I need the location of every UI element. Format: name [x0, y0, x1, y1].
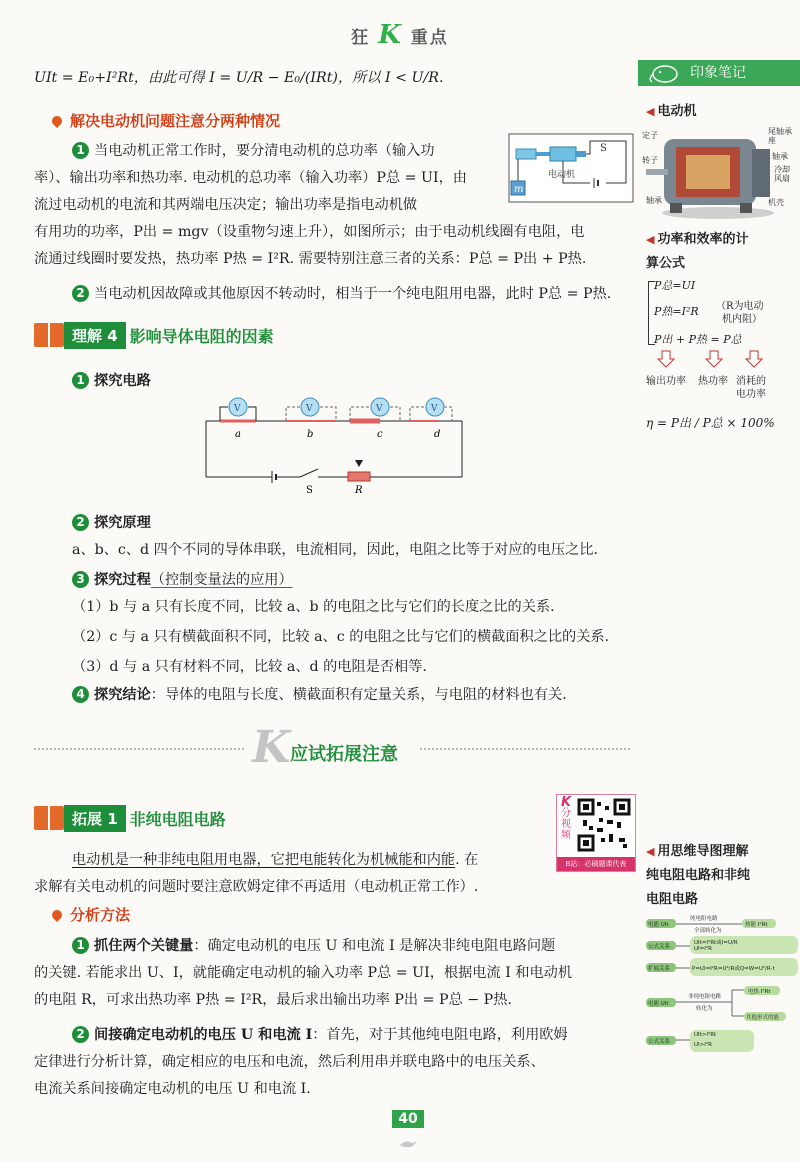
test-banner: K 应试拓展注意: [252, 722, 398, 773]
banner-k-logo: K: [252, 722, 291, 773]
efficiency-formula: η = P出 / P总 × 100%: [646, 416, 775, 430]
number-1-icon: 1: [72, 142, 89, 159]
sidebar-motor-heading: ◀ 电动机: [646, 104, 697, 119]
svg-text:S: S: [600, 143, 607, 154]
svg-text:d: d: [434, 429, 441, 440]
sec2-step3: 3 探究过程（控制变量法的应用）: [72, 567, 293, 594]
section-extend-1: 拓展 1 非纯电阻电路: [34, 805, 226, 831]
motor-cutaway-illustration: 定子 转子 轴承 尾轴承座 轴承 冷却风扇 机壳: [640, 125, 800, 225]
power-formulas: P总=UI P热=I²R （R为电动 机内阻） P出 + P热 = P总: [648, 277, 798, 347]
mind-map: 电能 UIt 纯电阻电路 全部转化为 热能 I²Rt 公式关系 UIt=I²Rt或I=U/R UI=I²R 扩展关系 P=UI=I²R=U²/R或Q=W=U²/R·t 电能 UIt 非纯电阻电路 转化为 电热 I²Rt 其他形式的能 公式关系 UIt>I²Rt UI>I²R: [644, 912, 800, 1062]
method-1: 1 抓住两个关键量：确定电动机的电压 U 和电流 I 是解决非纯电阻电路问题 的关键. 若能求出 U、I，就能确定电动机的输入功率 P总 = UI，根据电流 I 和电动机 的电阻 R，可求出热功率 P热 = I²R，最后求出输出功率 P出 = P总 − P热.: [34, 938, 573, 1008]
svg-text:V: V: [234, 404, 241, 414]
page-number: 40: [392, 1110, 424, 1128]
sec2-step2: 2 探究原理: [72, 510, 151, 537]
method-heading: 分析方法: [52, 904, 130, 925]
motor-lift-figure: [508, 133, 634, 203]
section-understand-4: 理解 4 影响导体电阻的因素: [34, 322, 274, 348]
method-2: 2 间接确定电动机的电压 U 和电流 I：首先，对于其他纯电阻电路，利用欧姆 定律进行分析计算，确定相应的电压和电流，然后利用串并联电路中的电压关系、 电流关系间接确定电动机的电压 U 和电流 I.: [34, 1027, 568, 1097]
banner-right-divider: [420, 748, 630, 750]
number-2-icon: 2: [72, 285, 89, 302]
svg-text:m: m: [514, 184, 524, 195]
elephant-icon: [648, 63, 682, 83]
svg-text:S: S: [306, 485, 313, 495]
svg-text:V: V: [376, 404, 383, 414]
sidebar-mindmap-heading: ◀ 用思维导图理解 纯电阻电路和非纯 电阻电路: [646, 844, 751, 907]
book-icon: [34, 806, 64, 830]
sec1-heading: 解决电动机问题注意分两种情况: [52, 110, 280, 131]
formula-line: UIt = E₀+I²Rt，由此可得 I = U/R − E₀/(IRt)，所以 I < U/R.: [34, 70, 444, 86]
power-arrows: [652, 349, 792, 369]
sec2-principle-text: a、b、c、d 四个不同的导体串联，电流相同，因此，电阻之比等于对应的电压之比.: [72, 542, 598, 558]
svg-text:c: c: [377, 429, 383, 440]
svg-text:V: V: [306, 404, 313, 414]
sec2-step4: 4 探究结论：导体的电阻与长度、横截面积有定量关系，与电阻的材料也有关.: [72, 682, 567, 709]
svg-text:V: V: [431, 404, 438, 414]
sec2-step1: 1 探究电路: [72, 368, 151, 395]
sec1-paragraph2: 2 当电动机因故障或其他原因不转动时，相当于一个纯电阻用电器，此时 P总 = P热.: [72, 281, 611, 308]
bird-icon: [398, 1134, 418, 1144]
leaf-bullet-icon: [50, 908, 64, 922]
sec3-intro: 电动机是一种非纯电阻用电器，它把电能转化为机械能和内能. 在 求解有关电动机的问题时要注意欧姆定律不再适用（电动机正常工作）.: [34, 852, 479, 895]
svg-text:b: b: [307, 429, 314, 440]
svg-text:R: R: [355, 485, 363, 495]
header-k-logo: K: [378, 20, 403, 50]
exploration-circuit: [200, 395, 470, 495]
book-icon: [34, 323, 64, 347]
svg-text:a: a: [235, 429, 241, 440]
leaf-bullet-icon: [50, 114, 64, 128]
sidebar-power-heading: ◀ 功率和效率的计 算公式: [646, 232, 749, 271]
svg-text:电动机: 电动机: [548, 170, 576, 180]
qr-pattern: [577, 798, 631, 852]
sidebar-tab-notes[interactable]: 印象笔记: [638, 60, 800, 86]
video-qr-code[interactable]: K 分视频 B站：必刷题课代表: [556, 794, 636, 872]
sec2-step3-items: （1）b 与 a 只有长度不同，比较 a、b 的电阻之比与它们的长度之比的关系. （2）c 与 a 只有横截面积不同，比较 a、c 的电阻之比与它们的横截面积之比的关系. （3）d 与 a 只有材料不同，比较 a、d 的电阻是否相等.: [72, 599, 610, 675]
page-header: 狂 K 重点: [351, 20, 449, 50]
sec1-paragraph1: 1 当电动机正常工作时，要分清电动机的总功率（输入功 率）、输出功率和热功率. 电动机的总功率（输入功率）P总 = UI，由 流过电动机的电流和其两端电压决定；输出功率是指电动机做 有用功的功率，P出 = mgv（设重物匀速上升），如图所示；由于电动机线圈有电阻，电 流通过线圈时要发热，热功率 P热 = I²R. 需要特别注意三者的关系：P总 = P出 + P热.: [34, 143, 587, 267]
banner-left-divider: [34, 748, 244, 750]
